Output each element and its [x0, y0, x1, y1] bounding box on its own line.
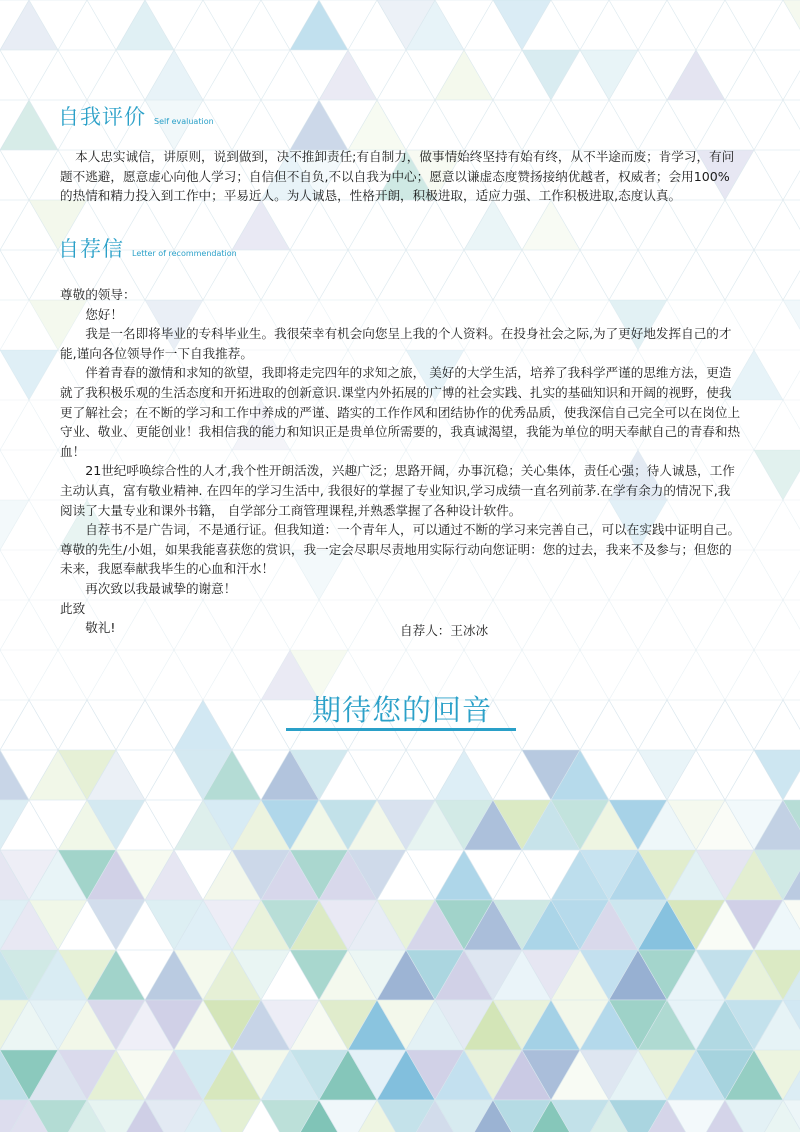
- letter-paragraph: 我是一名即将毕业的专科毕业生。我很荣幸有机会向您呈上我的个人资料。在投身社会之际,为了更好地发挥自己的才能,谨向各位领导作一下自我推荐。: [60, 326, 732, 361]
- closing-underline: [286, 728, 516, 731]
- self-evaluation-body-block: [60, 147, 742, 206]
- letter-heading: [58, 233, 237, 263]
- letter-salutation: 尊敬的领导：: [60, 287, 136, 302]
- self-evaluation-body: 本人忠实诚信，讲原则，说到做到，决不推卸责任;有自制力，做事情始终坚持有始有终，从不半途而废；肯学习，有问题不逃避，愿意虚心向他人学习；自信但不自负,不以自我为中心；愿意以谦虚态度赞扬接纳优越者，权威者；会用100%的热情和精力投入到工作中；平易近人。为人诚恳，性格开朗，积极进取，适应力强、工作积极进取,态度认真。: [60, 149, 735, 204]
- letter-title: 自荐信: [58, 237, 124, 261]
- self-evaluation-title: 自我评价: [58, 105, 146, 129]
- letter-body: [60, 285, 742, 638]
- letter-greeting: 您好！: [85, 306, 123, 322]
- letter-paragraph: 21世纪呼唤综合性的人才,我个性开朗活泼，兴趣广泛；思路开阔，办事沉稳；关心集体，责任心强；待人诚恳，工作主动认真，富有敬业精神. 在四年的学习生活中, 我很好的掌握了专业知识,学习成绩一直名列前茅.在学有余力的情况下,我阅读了大量专业和课外书籍， 自学部分工商管理课程,并熟悉掌握了各种设计软件。: [60, 463, 735, 518]
- closing-banner: 期待您的回音: [311, 693, 492, 727]
- self-evaluation-heading: [58, 101, 214, 131]
- letter-closing-2: 敬礼!: [85, 620, 116, 636]
- letter-thanks: 再次致以我最诚挚的谢意！: [85, 580, 237, 596]
- letter-subtitle: Letter of recommendation: [132, 249, 237, 258]
- letter-closing-1: 此致: [60, 600, 86, 616]
- letter-paragraph: 自荐书不是广告词，不是通行证。但我知道：一个青年人，可以通过不断的学习来完善自己，可以在实践中证明自己。尊敬的先生/小姐，如果我能喜获您的赏识，我一定会尽职尽责地用实际行动向您证明：您的过去，我来不及参与；但您的未来，我愿奉献我毕生的心血和汗水！: [60, 522, 741, 577]
- self-evaluation-subtitle: Self evaluation: [154, 117, 214, 126]
- letter-signature: 自荐人：王冰冰: [400, 623, 489, 638]
- letter-paragraph: 伴着青春的激情和求知的欲望，我即将走完四年的求知之旅， 美好的大学生活，培养了我科学严谨的思维方法，更造就了我积极乐观的生活态度和开拓进取的创新意识.课堂内外拓展的广博的社会实践、扎实的基础知识和开阔的视野，使我更了解社会；在不断的学习和工作中养成的严谨、踏实的工作作风和团结协作的优秀品质，使我深信自己完全可以在岗位上守业、敬业、更能创业！我相信我的能力和知识正是贵单位所需要的，我真诚渴望，我能为单位的明天奉献自己的青春和热血！: [60, 365, 741, 459]
